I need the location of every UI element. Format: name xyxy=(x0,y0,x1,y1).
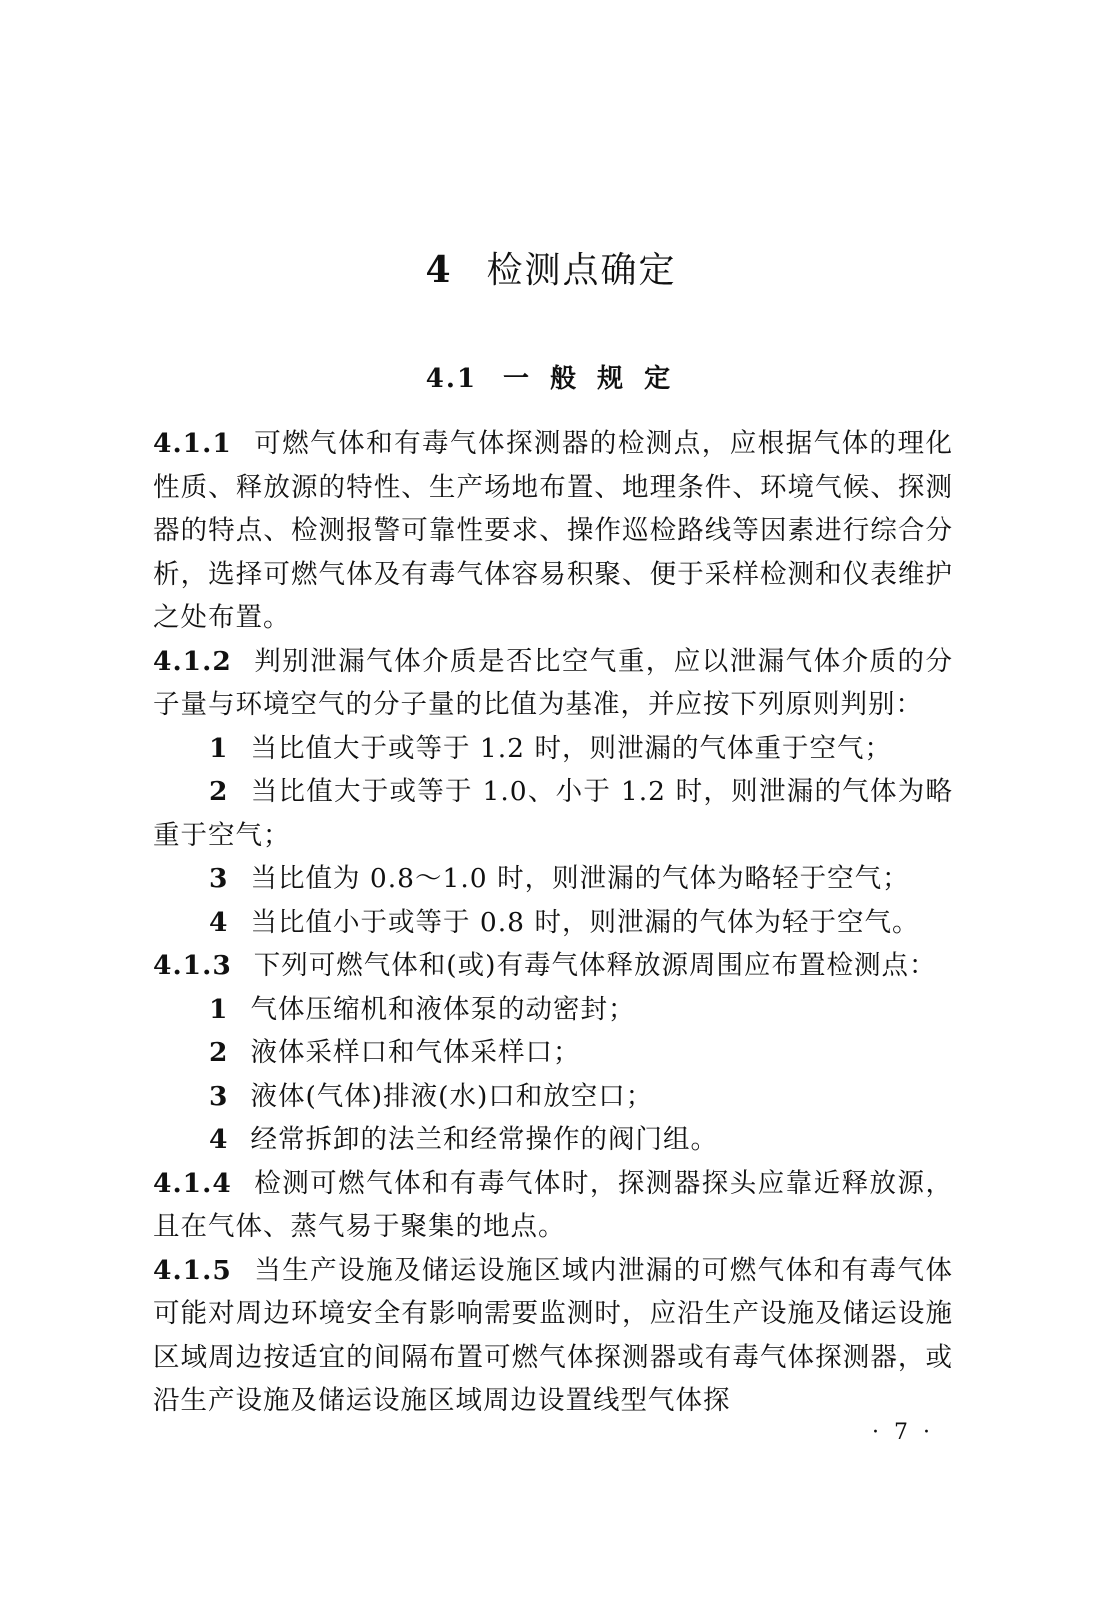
section-number: 4.1 xyxy=(425,364,478,394)
clause-text: 下列可燃气体和(或)有毒气体释放源周围应布置检测点： xyxy=(253,950,937,981)
chapter-title xyxy=(0,246,1102,295)
clause-number: 4.1.2 xyxy=(153,645,232,677)
page-number: · 7 · xyxy=(872,1420,934,1445)
clause-4-1-5 xyxy=(153,1249,953,1423)
item-text: 当比值为 0.8～1.0 时，则泄漏的气体为略轻于空气； xyxy=(250,863,910,894)
clause-text: 判别泄漏气体介质是否比空气重，应以泄漏气体介质的分子量与环境空气的分子量的比值为基准，并应按下列原则判别： xyxy=(153,645,953,720)
list-item xyxy=(153,1075,953,1119)
item-text: 当比值小于或等于 0.8 时，则泄漏的气体为轻于空气。 xyxy=(250,906,920,938)
list-item xyxy=(153,1031,953,1075)
item-number: 1 xyxy=(209,993,229,1025)
list-item xyxy=(153,901,953,945)
clause-number: 4.1.4 xyxy=(153,1167,232,1199)
item-text: 当比值大于或等于 1.2 时，则泄漏的气体重于空气； xyxy=(250,732,892,764)
list-item xyxy=(153,727,953,771)
section-title-text: 一 般 规 定 xyxy=(503,364,677,394)
item-number: 4 xyxy=(209,1124,229,1155)
clause-4-1-4 xyxy=(153,1162,953,1249)
item-text: 液体(气体)排液(水)口和放空口； xyxy=(250,1080,654,1112)
clause-text: 可燃气体和有毒气体探测器的检测点，应根据气体的理化性质、释放源的特性、生产场地布置、地理条件、环境气候、探测器的特点、检测报警可靠性要求、操作巡检路线等因素进行综合分析，选择可燃气体及有毒气体容易积聚、便于采样检测和仪表维护之处布置。 xyxy=(153,428,953,633)
item-number: 1 xyxy=(209,732,229,764)
item-number: 4 xyxy=(209,906,229,938)
section-title xyxy=(0,362,1102,396)
clause-number: 4.1.1 xyxy=(153,428,232,459)
clause-text: 当生产设施及储运设施区域内泄漏的可燃气体和有毒气体可能对周边环境安全有影响需要监测时，应沿生产设施及储运设施区域周边按适宜的间隔布置可燃气体探测器或有毒气体探测器，或沿生产设施及储运设施区域周边设置线型气体探 xyxy=(153,1254,953,1416)
item-number: 2 xyxy=(209,776,229,807)
clause-4-1-2 xyxy=(153,640,953,727)
chapter-title-text: 检测点确定 xyxy=(486,250,677,291)
item-number: 3 xyxy=(209,863,229,894)
list-item xyxy=(153,988,953,1032)
item-text: 经常拆卸的法兰和经常操作的阀门组。 xyxy=(250,1124,718,1155)
item-text: 气体压缩机和液体泵的动密封； xyxy=(250,993,636,1025)
list-item xyxy=(153,1118,953,1162)
item-text: 当比值大于或等于 1.0、小于 1.2 时，则泄漏的气体为略重于空气； xyxy=(153,776,953,851)
clause-4-1-1 xyxy=(153,422,953,640)
list-item xyxy=(153,857,953,901)
clause-text: 检测可燃气体和有毒气体时，探测器探头应靠近释放源，且在气体、蒸气易于聚集的地点。 xyxy=(153,1167,953,1242)
clause-number: 4.1.5 xyxy=(153,1254,232,1286)
clause-4-1-3 xyxy=(153,944,953,988)
clause-number: 4.1.3 xyxy=(153,950,232,981)
item-number: 2 xyxy=(209,1037,229,1068)
list-item xyxy=(153,770,953,857)
item-text: 液体采样口和气体采样口； xyxy=(250,1037,581,1068)
item-number: 3 xyxy=(209,1080,229,1112)
chapter-number: 4 xyxy=(425,249,453,291)
document-body xyxy=(153,422,953,1423)
